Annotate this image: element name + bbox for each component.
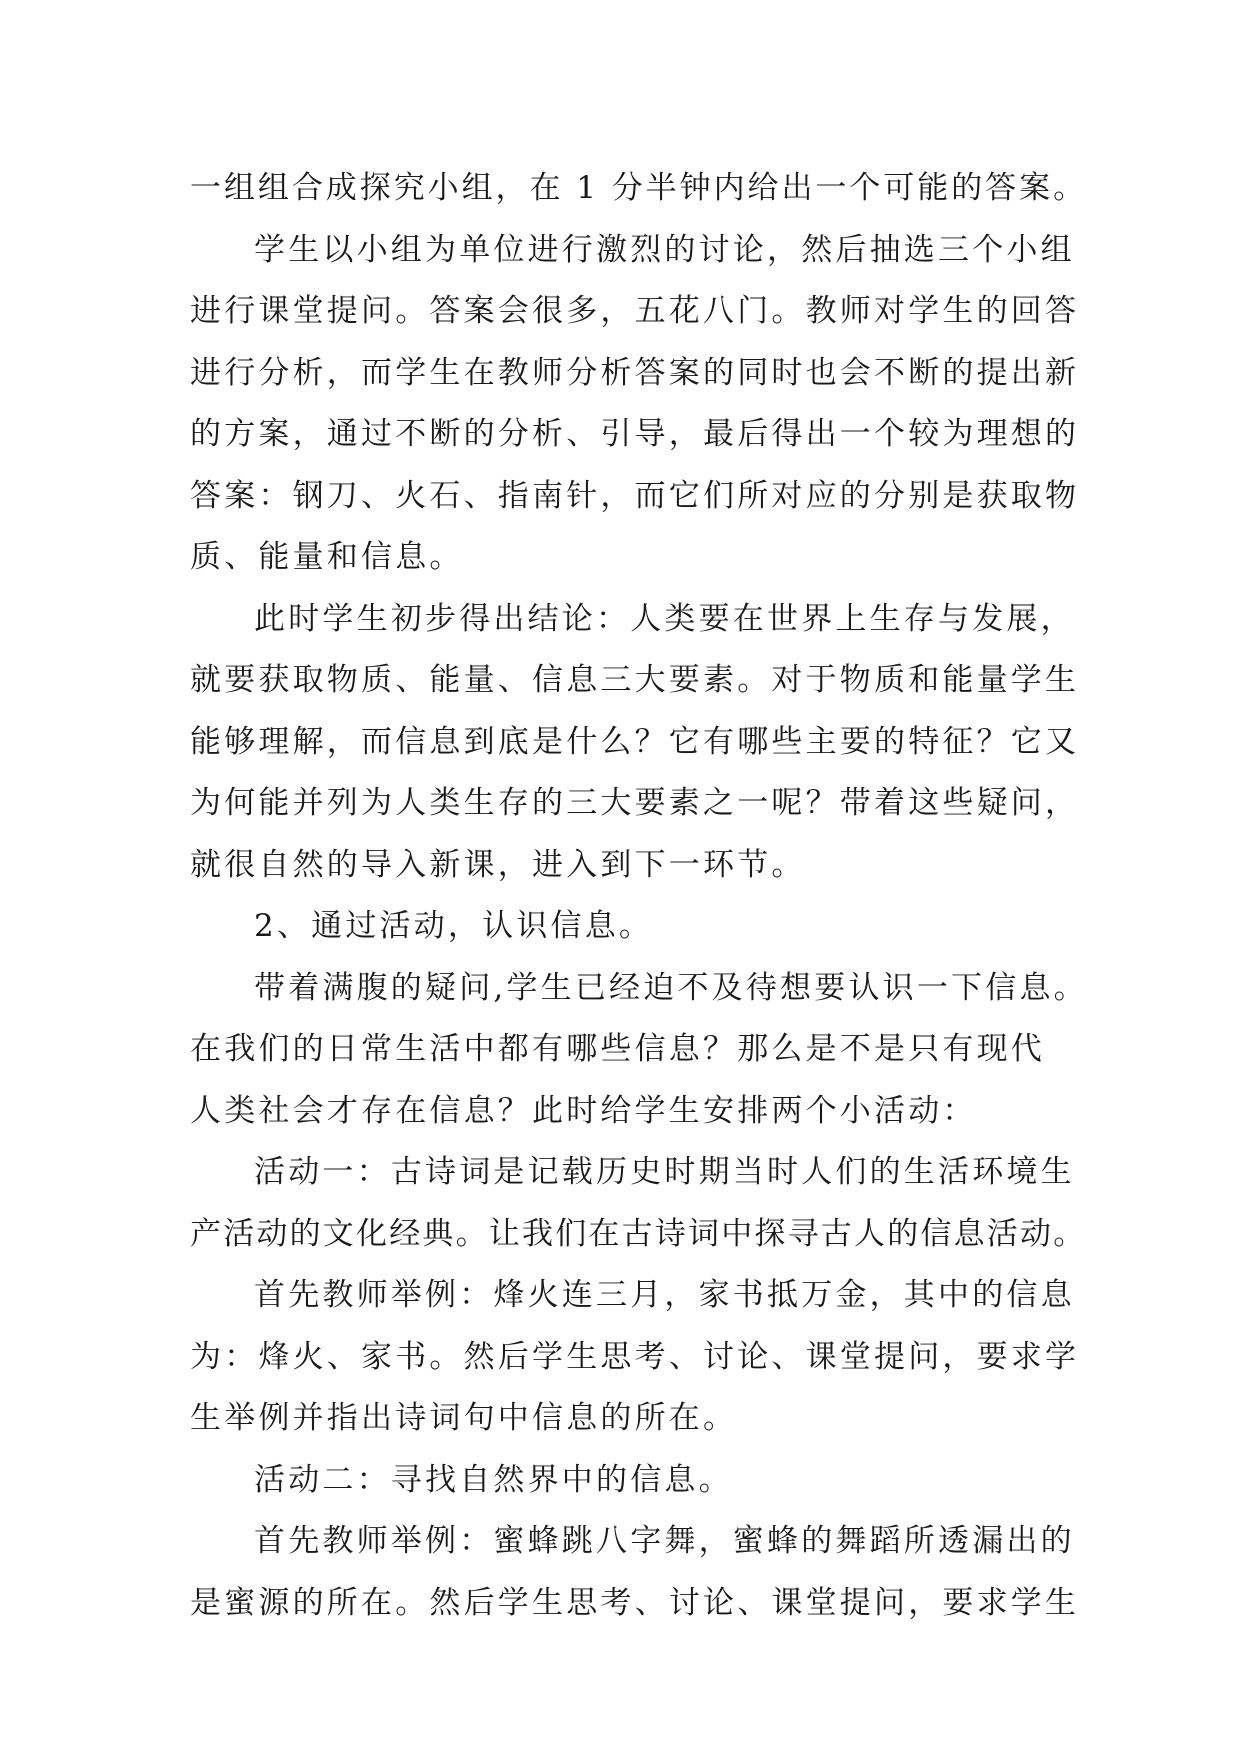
text-line: 首先教师举例：蜜蜂跳八字舞，蜜蜂的舞蹈所透漏出的 (254, 1523, 1075, 1559)
document-body (190, 158, 1090, 1634)
text-line: 的方案，通过不断的分析、引导，最后得出一个较为理想的 (190, 416, 1080, 452)
text-line: 活动二：寻找自然界中的信息。 (254, 1461, 733, 1498)
text-line: 产活动的文化经典。让我们在古诗词中探寻古人的信息活动。 (190, 1215, 1087, 1252)
text-line: 人类社会才存在信息？此时给学生安排两个小活动： (190, 1092, 977, 1129)
text-line: 为：烽火、家书。然后学生思考、讨论、课堂提问，要求学 (190, 1338, 1080, 1375)
text-line: 学生以小组为单位进行激烈的讨论，然后抽选三个小组 (254, 231, 1075, 268)
text-line: 生举例并指出诗词句中信息的所在。 (190, 1400, 738, 1436)
text-line: 进行分析，而学生在教师分析答案的同时也会不断的提出新 (190, 354, 1080, 391)
text-line: 活动一：古诗词是记载历史时期当时人们的生活环境生 (254, 1154, 1075, 1190)
text-line: 进行课堂提问。答案会很多，五花八门。教师对学生的回答 (190, 293, 1080, 329)
text-line: 答案：钢刀、火石、指南针，而它们所对应的分别是获取物 (190, 477, 1080, 514)
text-line: 此时学生初步得出结论：人类要在世界上生存与发展， (254, 600, 1075, 637)
section-heading: 2、通过活动，认识信息。 (254, 908, 654, 944)
text-line: 为何能并列为人类生存的三大要素之一呢？带着这些疑问， (190, 785, 1080, 821)
text-line: 首先教师举例：烽火连三月，家书抵万金，其中的信息 (254, 1277, 1075, 1313)
text-line: 是蜜源的所在。然后学生思考、讨论、课堂提问，要求学生 (190, 1584, 1080, 1621)
text-line: 在我们的日常生活中都有哪些信息？那么是不是只有现代 (190, 1031, 1045, 1067)
text-line: 一组组合成探究小组，在 1 分半钟内给出一个可能的答案。 (190, 170, 1088, 206)
text-line: 能够理解，而信息到底是什么？它有哪些主要的特征？它又 (190, 723, 1080, 760)
text-line: 带着满腹的疑问,学生已经迫不及待想要认识一下信息。 (254, 969, 1088, 1006)
text-line: 就很自然的导入新课，进入到下一环节。 (190, 846, 806, 883)
text-line: 质、能量和信息。 (190, 539, 464, 575)
text-line: 就要获取物质、能量、信息三大要素。对于物质和能量学生 (190, 662, 1080, 698)
